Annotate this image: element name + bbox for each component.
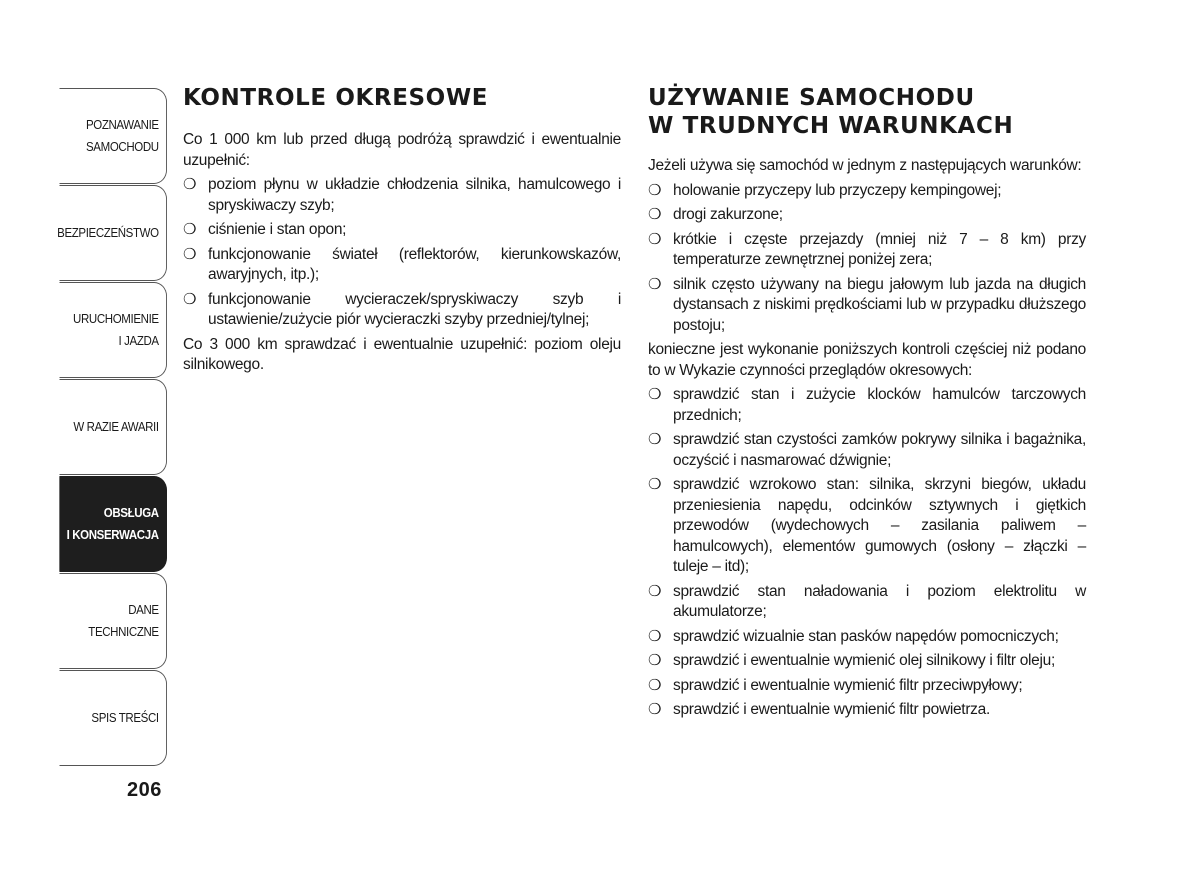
circle-bullet-icon: ❍ (648, 275, 662, 293)
tab-spis-tresci[interactable]: SPIS TREŚCI (59, 670, 167, 766)
circle-bullet-icon: ❍ (183, 221, 197, 238)
list-item: ❍ poziom płynu w układzie chłodzenia silnika, hamulcowego i spryskiwaczy szyb; (183, 176, 621, 214)
circle-bullet-icon: ❍ (183, 245, 197, 263)
tab-obsluga-i-konserwacja[interactable]: OBSŁUGA I KONSERWACJA (59, 476, 167, 572)
circle-bullet-icon: ❍ (648, 206, 662, 223)
list-item: ❍ krótkie i częste przejazdy (mniej niż 7 – 8 km) przy temperaturze zewnętrznej poniżej zera; (648, 230, 1086, 268)
section-title-difficult-conditions: UŻYWANIE SAMOCHODU W TRUDNYCH WARUNKACH (648, 85, 1014, 139)
tab-bezpieczenstwo[interactable]: BEZPIECZEŃSTWO (59, 185, 167, 281)
list-item: ❍ sprawdzić i ewentualnie wymienić olej silnikowy i filtr oleju; (648, 651, 1086, 672)
list-item: ❍ sprawdzić wizualnie stan pasków napędów pomocniczych; (648, 627, 1086, 648)
circle-bullet-icon: ❍ (648, 582, 662, 600)
circle-bullet-icon: ❍ (648, 652, 662, 669)
list-item: ❍ funkcjonowanie wycieraczek/spryskiwaczy szyb i ustawienie/zużycie piór wycieraczki szyby przedniej/tylnej; (183, 290, 621, 328)
circle-bullet-icon: ❍ (648, 431, 662, 448)
right-column (648, 84, 1086, 725)
list-item: ❍ sprawdzić i ewentualnie wymienić filtr przeciwpyłowy; (648, 676, 1086, 697)
tab-dane-techniczne[interactable]: DANE TECHNICZNE (59, 573, 167, 669)
tab-uruchomienie-i-jazda[interactable]: URUCHOMIENIE I JAZDA (59, 282, 167, 378)
checks-intro: konieczne jest wykonanie poniższych kontroli częściej niż podano to w Wykazie czynności przeglądów okresowych: (648, 341, 1086, 379)
conditions-list (648, 181, 1086, 337)
circle-bullet-icon: ❍ (648, 230, 662, 248)
list-item: ❍ sprawdzić stan i zużycie klocków hamulców tarczowych przednich; (648, 386, 1086, 424)
section-tabs (50, 88, 167, 767)
circle-bullet-icon: ❍ (183, 290, 197, 308)
circle-bullet-icon: ❍ (648, 476, 662, 493)
section-title-periodic-checks: KONTROLE OKRESOWE (183, 85, 489, 111)
outro-paragraph: Co 3 000 km sprawdzać i ewentualnie uzupełnić: poziom oleju silnikowego. (183, 335, 621, 373)
circle-bullet-icon: ❍ (648, 386, 662, 403)
circle-bullet-icon: ❍ (648, 701, 662, 718)
list-item: ❍ funkcjonowanie świateł (reflektorów, kierunkowskazów, awaryjnych, itp.); (183, 245, 621, 283)
tab-poznawanie-samochodu[interactable]: POZNAWANIE SAMOCHODU (59, 88, 167, 184)
periodic-checks-list (183, 175, 621, 331)
list-item: ❍ sprawdzić stan naładowania i poziom elektrolitu w akumulatorze; (648, 582, 1086, 620)
conditions-intro: Jeżeli używa się samochód w jednym z następujących warunków: (648, 157, 1082, 174)
list-item: ❍ holowanie przyczepy lub przyczepy kempingowej; (648, 181, 1086, 202)
list-item: ❍ drogi zakurzone; (648, 205, 1086, 226)
circle-bullet-icon: ❍ (648, 676, 662, 694)
circle-bullet-icon: ❍ (648, 627, 662, 645)
list-item: ❍ sprawdzić i ewentualnie wymienić filtr powietrza. (648, 700, 1086, 721)
left-column (183, 84, 621, 380)
list-item: ❍ silnik często używany na biegu jałowym lub jazda na długich dystansach z niskimi prędkościami lub w przypadku dłuższego postoju; (648, 275, 1086, 334)
checks-list (648, 385, 1086, 721)
intro-paragraph: Co 1 000 km lub przed długą podróżą sprawdzić i ewentualnie uzupełnić: (183, 131, 621, 169)
list-item: ❍ ciśnienie i stan opon; (183, 220, 621, 241)
list-item: ❍ sprawdzić stan czystości zamków pokrywy silnika i bagażnika, oczyścić i nasmarować dźwignie; (648, 431, 1086, 469)
tab-w-razie-awarii[interactable]: W RAZIE AWARII (59, 379, 167, 475)
page-number: 206 (127, 779, 162, 801)
circle-bullet-icon: ❍ (183, 176, 197, 193)
circle-bullet-icon: ❍ (648, 181, 662, 199)
list-item: ❍ sprawdzić wzrokowo stan: silnika, skrzyni biegów, układu przeniesienia napędu, odcinków sztywnych i giętkich przewodów (wydechowych – zasilania paliwem – hamulcowych), elementów gumowych (osłony – złączki – tuleje – itd); (648, 476, 1086, 575)
